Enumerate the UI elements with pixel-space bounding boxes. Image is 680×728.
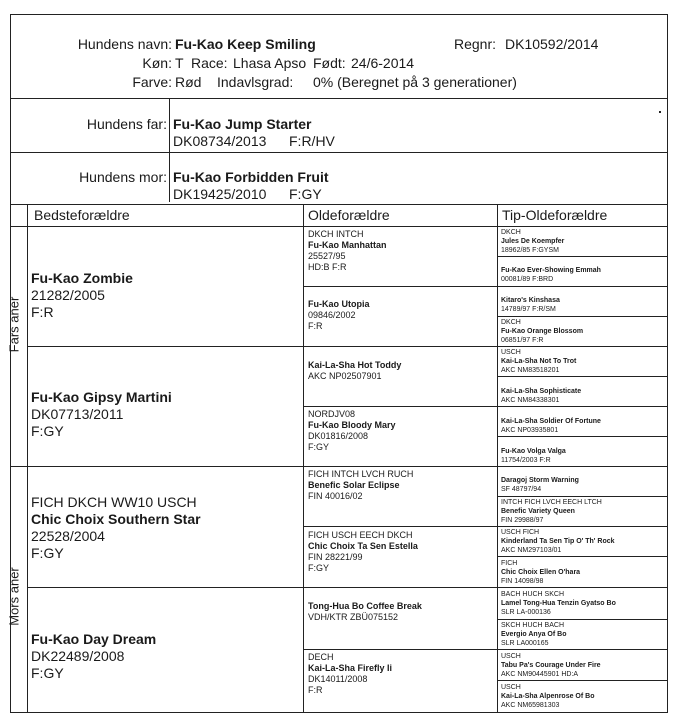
- great-grandparent-7-name: Tong-Hua Bo Coffee Break: [308, 601, 422, 611]
- ggg-16-titles: USCH: [501, 684, 521, 691]
- great-grandparent-1-titles: DKCH INTCH: [308, 229, 364, 239]
- great-great-grandparent-8: [501, 447, 566, 465]
- great-grandparent-4: [308, 409, 396, 453]
- regnr-value: DK10592/2014: [505, 36, 599, 52]
- ggg-4-titles: DKCH: [501, 319, 521, 326]
- ggg-11-name: Kinderland Ta Sen Tip O' Th' Rock: [501, 538, 615, 545]
- great-grandparent-2: [308, 299, 370, 332]
- father-info: F:R/HV: [289, 133, 335, 149]
- ggg-1-titles: DKCH: [501, 229, 521, 236]
- ggg-15-reg: AKC NM90445901 HD:A: [501, 671, 579, 678]
- great-great-grandparent-9: [501, 476, 579, 494]
- grandparent-3-info: F:GY: [31, 545, 64, 561]
- great-great-grandparent-15: [501, 652, 601, 679]
- great-grandparent-2-reg: 09846/2002: [308, 310, 356, 320]
- race-label: Race:: [191, 55, 228, 71]
- great-grandparent-4-name: Fu-Kao Bloody Mary: [308, 420, 396, 430]
- great-grandparent-6-titles: FICH USCH EECH DKCH: [308, 530, 413, 540]
- great-grandparent-1-reg: 25527/95: [308, 251, 346, 261]
- great-grandparent-8-info: F:R: [308, 685, 323, 695]
- ggg-16-reg: AKC NM65981303: [501, 702, 560, 709]
- grandparent-1-info: F:R: [31, 304, 54, 320]
- ggg-3-name: Kitaro's Kinshasa: [501, 297, 560, 304]
- great-great-grandparent-5: [501, 348, 576, 375]
- ggg-15-name: Tabu Pa's Courage Under Fire: [501, 662, 601, 669]
- name-label: Hundens navn:: [77, 36, 172, 52]
- grandparent-2-info: F:GY: [31, 423, 64, 439]
- ggg-14-name: Evergio Anya Of Bo: [501, 631, 567, 638]
- great-great-grandparent-13: [501, 590, 616, 617]
- great-grandparent-6-name: Chic Choix Ta Sen Estella: [308, 541, 418, 551]
- father-reg: DK08734/2013: [173, 133, 267, 149]
- grandparent-2: [31, 389, 172, 440]
- great-great-grandparent-3: [501, 296, 560, 314]
- ggg-4-name: Fu-Kao Orange Blossom: [501, 328, 584, 335]
- great-grandparent-3-reg: AKC NP02507901: [308, 371, 382, 381]
- great-great-grandparent-1: [501, 228, 564, 255]
- header-great-grandparents: Oldeforældre: [308, 207, 390, 223]
- grandparent-4-name: Fu-Kao Day Dream: [31, 631, 157, 647]
- color-value: Rød: [175, 74, 202, 90]
- ggg-6-name: Kai-La-Sha Sophisticate: [501, 388, 582, 395]
- great-grandparent-4-reg: DK01816/2008: [308, 431, 369, 441]
- regnr-label: Regnr:: [454, 36, 497, 52]
- great-grandparent-6: [308, 530, 418, 574]
- grandparent-1-name: Fu-Kao Zombie: [31, 270, 133, 286]
- ggg-3-reg: 14789/97 F:R/SM: [501, 306, 556, 313]
- great-grandparent-5-titles: FICH INTCH LVCH RUCH: [308, 469, 414, 479]
- great-great-grandparent-6: [501, 387, 581, 405]
- great-great-grandparent-7: [501, 417, 601, 435]
- dog-name: Fu-Kao Keep Smiling: [175, 36, 316, 52]
- ggg-12-name: Chic Choix Ellen O'hara: [501, 569, 581, 576]
- great-grandparent-1-name: Fu-Kao Manhattan: [308, 240, 387, 250]
- grandparent-3-name: Chic Choix Southern Star: [31, 511, 201, 527]
- ggg-10-titles: INTCH FICH LVCH EECH LTCH: [501, 499, 602, 506]
- mother-reg: DK19425/2010: [173, 186, 267, 202]
- great-grandparent-7-reg: VDH/KTR ZBÜ075152: [308, 612, 399, 622]
- great-grandparent-8-titles: DECH: [308, 652, 334, 662]
- mother-info: F:GY: [289, 186, 322, 202]
- great-grandparent-3-name: Kai-La-Sha Hot Toddy: [308, 360, 402, 370]
- inbreeding-value: 0% (Beregnet på 3 generationer): [313, 74, 517, 90]
- father-label: Hundens far:: [86, 116, 167, 132]
- ggg-9-name: Daragoj Storm Warning: [501, 477, 579, 484]
- ggg-7-reg: AKC NP03935801: [501, 427, 559, 434]
- grandparent-4: [31, 631, 156, 682]
- grandparent-4-info: F:GY: [31, 665, 64, 681]
- ggg-10-name: Benefic Variety Queen: [501, 508, 575, 515]
- great-grandparent-5: [308, 469, 413, 502]
- ggg-2-reg: 00081/89 F:BRD: [501, 276, 554, 283]
- ggg-9-reg: SF 48797/94: [501, 486, 542, 493]
- great-grandparent-8-name: Kai-La-Sha Firefly Ii: [308, 663, 393, 673]
- ggg-8-name: Fu-Kao Volga Valga: [501, 448, 566, 455]
- great-grandparent-2-info: F:R: [308, 321, 323, 331]
- great-grandparent-6-info: F:GY: [308, 563, 330, 573]
- ggg-5-name: Kai-La-Sha Not To Trot: [501, 358, 577, 365]
- ggg-16-name: Kai-La-Sha Alpenrose Of Bo: [501, 693, 595, 700]
- great-great-grandparent-10: [501, 498, 602, 525]
- born-value: 24/6-2014: [351, 55, 415, 71]
- header-grandparents: Bedsteforældre: [34, 207, 130, 223]
- ggg-5-titles: USCH: [501, 349, 521, 356]
- grandparent-4-reg: DK22489/2008: [31, 648, 125, 664]
- speck-dot: [659, 111, 661, 113]
- ggg-1-name: Jules De Koempfer: [501, 238, 565, 245]
- great-grandparent-2-name: Fu-Kao Utopia: [308, 299, 370, 309]
- ggg-14-reg: SLR LA000165: [501, 640, 549, 647]
- side-label-mors: Mors aner: [6, 567, 22, 626]
- great-great-grandparent-16: [501, 683, 594, 710]
- ggg-13-name: Lamel Tong-Hua Tenzin Gyatso Bo: [501, 600, 616, 607]
- great-grandparent-1: [308, 229, 387, 273]
- grandparent-3-reg: 22528/2004: [31, 528, 105, 544]
- great-great-grandparent-4: [501, 318, 583, 345]
- ggg-15-titles: USCH: [501, 653, 521, 660]
- great-grandparent-5-name: Benefic Solar Eclipse: [308, 480, 400, 490]
- ggg-13-titles: BACH HUCH SKCH: [501, 591, 565, 598]
- grandparent-1: [31, 270, 133, 321]
- grandparent-1-reg: 21282/2005: [31, 287, 105, 303]
- ggg-6-reg: AKC NM84338301: [501, 397, 560, 404]
- great-great-grandparent-2: [501, 266, 601, 284]
- great-grandparent-6-reg: FIN 28221/99: [308, 552, 363, 562]
- ggg-4-reg: 06851/97 F:R: [501, 337, 544, 344]
- great-great-grandparent-11: [501, 528, 615, 555]
- ggg-7-name: Kai-La-Sha Soldier Of Fortune: [501, 418, 601, 425]
- ggg-14-titles: SKCH HUCH BACH: [501, 622, 565, 629]
- born-label: Født:: [313, 55, 346, 71]
- ggg-12-reg: FIN 14098/98: [501, 578, 544, 585]
- grandparent-3-titles: FICH DKCH WW10 USCH: [31, 494, 197, 510]
- great-grandparent-7: [308, 601, 422, 623]
- sex-value: T: [175, 55, 184, 71]
- great-grandparent-4-titles: NORDJV08: [308, 409, 356, 419]
- mother-label: Hundens mor:: [79, 169, 167, 185]
- ggg-11-titles: USCH FICH: [501, 529, 540, 536]
- great-grandparent-1-info: HD:B F:R: [308, 262, 347, 272]
- side-label-fars: Fars aner: [6, 296, 22, 353]
- pedigree-sheet: [6, 14, 668, 713]
- ggg-8-reg: 11754/2003 F:R: [501, 457, 551, 464]
- ggg-10-reg: FIN 29988/97: [501, 517, 544, 524]
- header-great-great-grandparents: Tip-Oldeforældre: [502, 207, 608, 223]
- great-grandparent-5-reg: FIN 40016/02: [308, 491, 363, 501]
- great-grandparent-3: [308, 360, 401, 382]
- great-great-grandparent-12: [501, 559, 580, 586]
- sex-label: Køn:: [142, 55, 172, 71]
- great-grandparent-4-info: F:GY: [308, 442, 330, 452]
- ggg-13-reg: SLR LA-000136: [501, 609, 551, 616]
- inbreeding-label: Indavlsgrad:: [217, 74, 294, 90]
- great-grandparent-8: [308, 652, 392, 696]
- grandparent-2-name: Fu-Kao Gipsy Martini: [31, 389, 172, 405]
- grandparent-3: [31, 494, 201, 562]
- ggg-11-reg: AKC NM297103/01: [501, 547, 562, 554]
- grandparent-2-reg: DK07713/2011: [31, 406, 124, 422]
- ggg-1-reg: 18962/85 F:GYSM: [501, 247, 559, 254]
- race-value: Lhasa Apso: [233, 55, 307, 71]
- great-grandparent-8-reg: DK14011/2008: [308, 674, 368, 684]
- color-label: Farve:: [132, 74, 172, 90]
- ggg-5-reg: AKC NM83518201: [501, 367, 560, 374]
- ggg-12-titles: FICH: [501, 560, 518, 567]
- great-great-grandparent-14: [501, 621, 566, 648]
- mother-name: Fu-Kao Forbidden Fruit: [173, 169, 329, 185]
- father-name: Fu-Kao Jump Starter: [173, 116, 312, 132]
- ggg-2-name: Fu-Kao Ever-Showing Emmah: [501, 267, 601, 274]
